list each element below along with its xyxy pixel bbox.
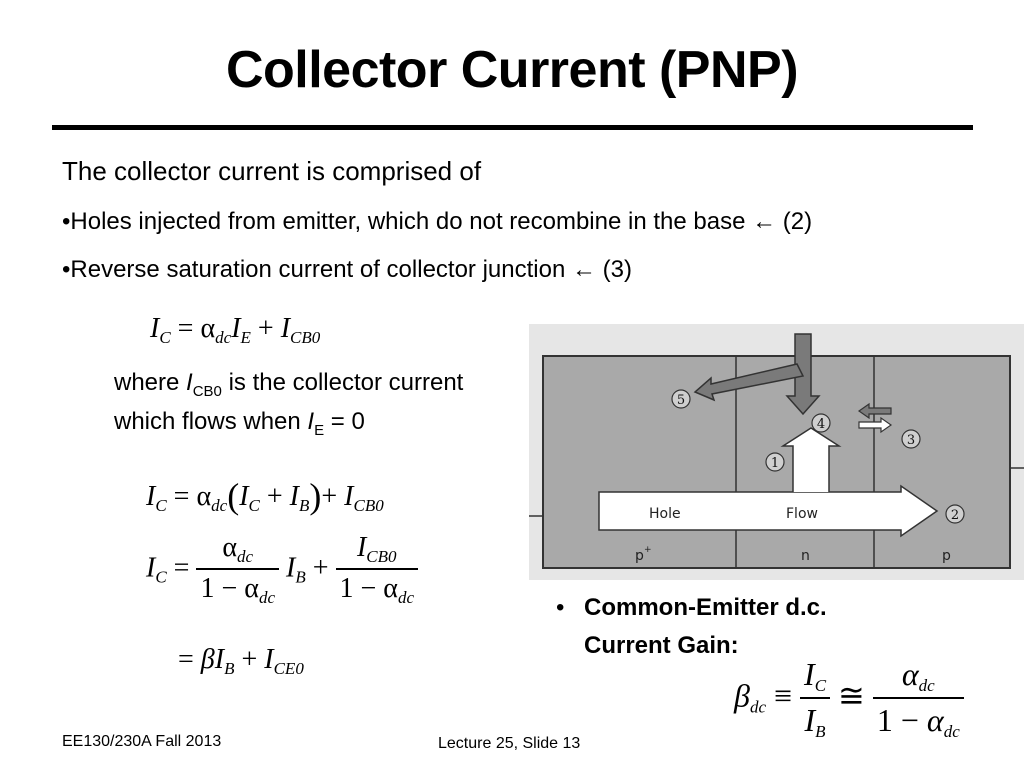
- bullet-text: Holes injected from emitter, which do not recombine in the base: [70, 208, 746, 235]
- title-divider: [52, 125, 973, 130]
- equation-ic-basic: $I_C = \alpha_{dc}I_E + I_{CB0}$: [150, 313, 321, 347]
- bullet-holes-injected: [62, 208, 812, 236]
- where-line-2: [114, 410, 365, 438]
- equation-ic-substituted: $I_C = \alpha_{dc}(I_C + I_B)+ I_{CB0}$: [146, 476, 384, 516]
- flow-label: Flow: [786, 506, 818, 522]
- where-text-rest: is the collector current: [221, 369, 464, 396]
- callout-label-4: 4: [816, 417, 826, 432]
- equation-ic-solved: $I_C$ = $\frac{\alpha_{dc}}{1 - \alpha_{dc}}$ $I_B$ + $\frac{I_{CB0}}{1 - \alpha_{dc}}$: [146, 534, 418, 606]
- slide-title: Collector Current (PNP): [225, 41, 799, 99]
- where-text: which flows when: [114, 408, 308, 435]
- intro-text: The collector current is comprised of: [62, 156, 482, 186]
- bullet-marker: •: [62, 208, 71, 235]
- callout-label-5: 5: [676, 393, 686, 408]
- where-text: where: [114, 369, 187, 396]
- fraction-icb0: $\frac{I_{CB0}}{1 - \alpha_{dc}}$: [336, 534, 419, 606]
- common-emitter-line-2: Current Gain:: [584, 632, 739, 659]
- pnp-hole-flow-diagram: [529, 324, 1024, 580]
- bullet-marker: •: [556, 594, 565, 621]
- bullet-ref: (2): [782, 208, 813, 235]
- fraction-ic-ib: $\frac{I_C}{I_B}$: [800, 658, 830, 740]
- callout-label-3: 3: [906, 433, 916, 448]
- bullet-marker: •: [62, 256, 71, 283]
- left-arrow-icon: ←: [752, 208, 777, 235]
- callout-label-1: 1: [770, 456, 780, 471]
- where-line-1: [114, 371, 463, 399]
- fraction-alpha-beta: $\frac{\alpha_{dc}}{1 - \alpha_{dc}}$: [873, 658, 964, 740]
- base-region-label: n: [801, 548, 810, 564]
- callout-label-2: 2: [950, 508, 960, 523]
- footer-slide-number: Lecture 25, Slide 13: [438, 735, 581, 752]
- bullet-ref: (3): [602, 256, 632, 283]
- common-emitter-bullet: [556, 589, 827, 665]
- common-emitter-line-1: Common-Emitter d.c.: [584, 594, 827, 621]
- where-text-rest: = 0: [324, 408, 365, 435]
- where-variable: I: [186, 369, 193, 396]
- hole-label: Hole: [649, 506, 681, 522]
- emitter-region-label: p: [635, 548, 644, 564]
- equation-beta-ib: = $\beta I_B + I_{CE0}$: [178, 644, 304, 678]
- equation-beta-dc: $\beta_{dc}$ ≡ $\frac{I_C}{I_B}$ ≅ $\frac{\alpha_{dc}}{1 - \alpha_{dc}}$: [734, 658, 964, 740]
- bullet-reverse-saturation: [62, 256, 632, 284]
- footer-course: EE130/230A Fall 2013: [62, 733, 222, 750]
- where-subscript: CB0: [192, 382, 222, 400]
- collector-region-label: p: [942, 548, 951, 564]
- where-variable: I: [307, 408, 315, 435]
- where-subscript: E: [314, 421, 325, 439]
- bullet-text: Reverse saturation current of collector junction: [70, 256, 566, 283]
- left-arrow-icon: ←: [571, 256, 596, 283]
- emitter-region-superscript: +: [644, 545, 652, 555]
- fraction-alpha: $\frac{\alpha_{dc}}{1 - \alpha_{dc}}$: [196, 534, 279, 606]
